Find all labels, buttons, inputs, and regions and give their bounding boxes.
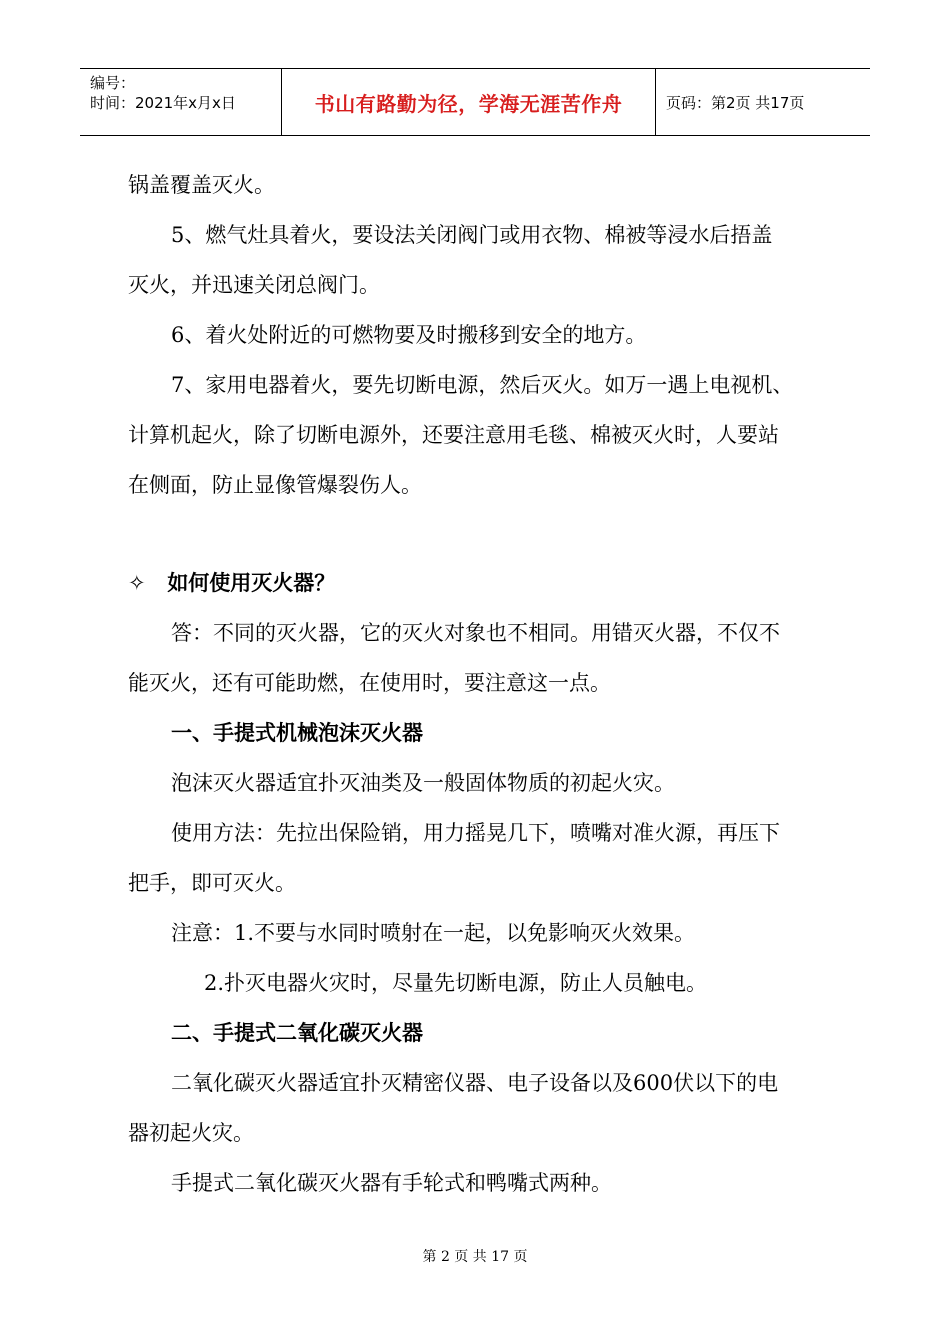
paragraph-line: 计算机起火，除了切断电源外，还要注意用毛毯、棉被灭火时，人要站 (128, 423, 779, 447)
page-footer: 第 2 页 共 17 页 (422, 1249, 528, 1265)
header-motto: 书山有路勤为径，学海无涯苦作舟 (282, 69, 656, 135)
section-heading: 一、手提式机械泡沫灭火器 (171, 721, 423, 745)
paragraph-line: 在侧面，防止显像管爆裂伤人。 (128, 473, 422, 497)
paragraph-line: 器初起火灾。 (128, 1121, 254, 1145)
paragraph-line: 使用方法：先拉出保险销，用力摇晃几下，喷嘴对准火源，再压下 (171, 821, 780, 845)
paragraph-line: 把手，即可灭火。 (128, 871, 296, 895)
paragraph-line: 2.扑灭电器火灾时，尽量先切断电源，防止人员触电。 (204, 971, 708, 995)
header-meta (80, 69, 282, 135)
diamond-bullet-icon: ✧ (128, 571, 146, 595)
number-label: 编号： (90, 74, 136, 92)
section-heading: 二、手提式二氧化碳灭火器 (171, 1021, 423, 1045)
paragraph-line: 能灭火，还有可能助燃，在使用时，要注意这一点。 (128, 671, 611, 695)
paragraph-line: 锅盖覆盖灭火。 (128, 173, 275, 197)
paragraph-line: 灭火，并迅速关闭总阀门。 (128, 273, 380, 297)
header-page-code: 页码：第2页 共17页 (666, 93, 805, 112)
time-label: 时间：2021年x月x日 (90, 94, 236, 112)
paragraph-line: 7、家用电器着火，要先切断电源，然后灭火。如万一遇上电视机、 (171, 373, 794, 397)
paragraph-line: 二氧化碳灭火器适宜扑灭精密仪器、电子设备以及600伏以下的电 (171, 1071, 779, 1095)
paragraph-line: 5、燃气灶具着火，要设法关闭阀门或用衣物、棉被等浸水后捂盖 (171, 223, 773, 247)
paragraph-line: 手提式二氧化碳灭火器有手轮式和鸭嘴式两种。 (171, 1171, 612, 1195)
paragraph-line: 注意：1.不要与水同时喷射在一起，以免影响灭火效果。 (171, 921, 696, 945)
question-heading (128, 568, 335, 598)
paragraph-line: 泡沫灭火器适宜扑灭油类及一般固体物质的初起火灾。 (171, 771, 675, 795)
page-header (80, 68, 870, 136)
question-title: 如何使用灭火器？ (167, 571, 336, 595)
paragraph-line: 答：不同的灭火器，它的灭火对象也不相同。用错灭火器，不仅不 (171, 621, 780, 645)
paragraph-line: 6、着火处附近的可燃物要及时搬移到安全的地方。 (171, 323, 647, 347)
